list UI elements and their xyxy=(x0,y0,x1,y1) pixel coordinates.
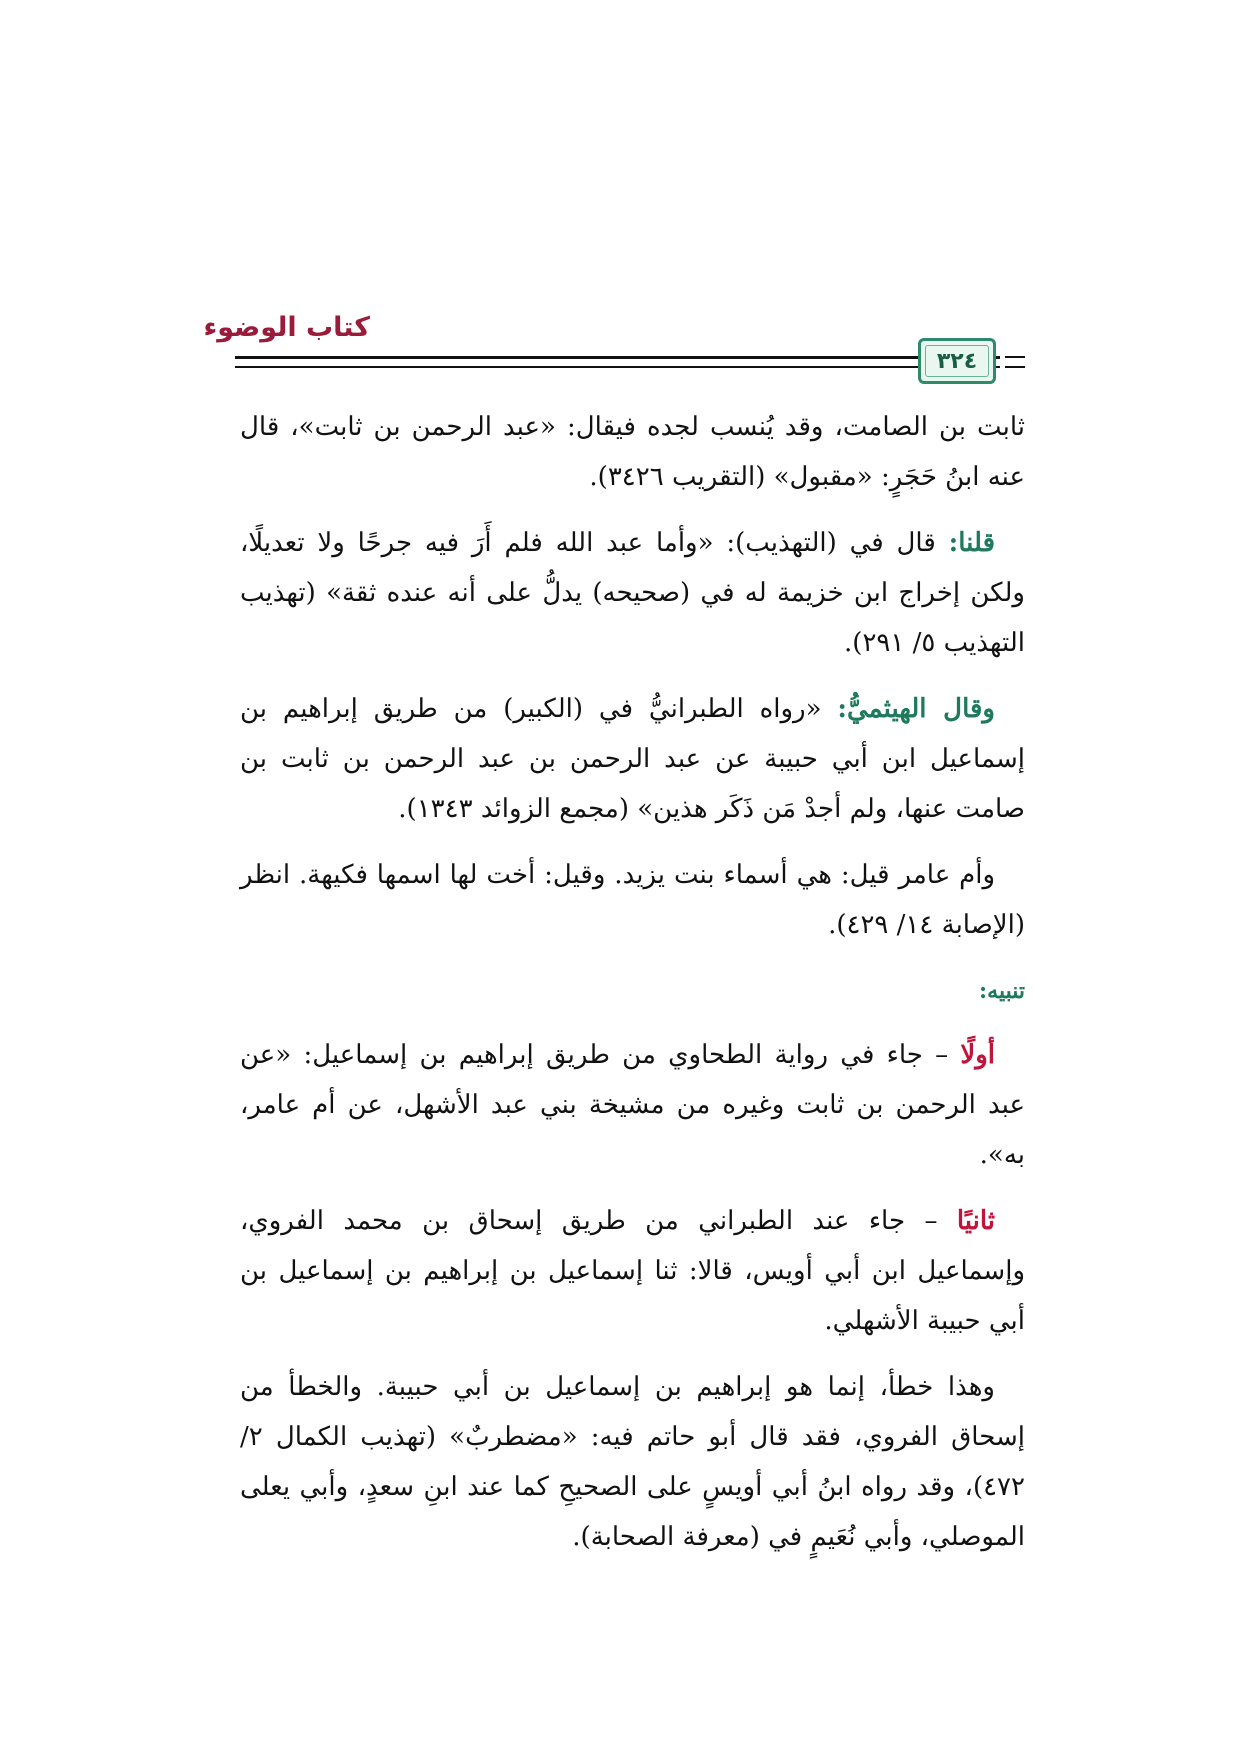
paragraph-3 xyxy=(240,684,1025,834)
first-label: أولًا xyxy=(960,1040,995,1070)
header-rule-left-top xyxy=(1005,356,1025,358)
second-label: ثانيًا xyxy=(956,1206,995,1236)
page-number-badge xyxy=(918,338,996,384)
paragraph-5 xyxy=(240,1030,1025,1180)
haythami-label: وقال الهيثميُّ: xyxy=(837,694,995,724)
paragraph-5-text: – جاء في رواية الطحاوي من طريق إبراهيم بن إسماعيل: «عن عبد الرحمن بن ثابت وغيره من مشيخة بني عبد الأشهل، عن أم عامر، به». xyxy=(240,1040,1025,1170)
page-number: ٣٢٤ xyxy=(936,348,978,374)
paragraph-2-text: قال في (التهذيب): «وأما عبد الله فلم أَرَ فيه جرحًا ولا تعديلًا، ولكن إخراج ابن خزيمة له في (صحيحه) يدلُّ على أنه عنده ثقة» (تهذيب التهذيب ٥/ ٢٩١). xyxy=(240,528,1025,658)
paragraph-3-text: «رواه الطبرانيُّ في (الكبير) من طريق إبراهيم بن إسماعيل ابن أبي حبيبة عن عبد الرحمن بن عبد الرحمن بن ثابت بن صامت عنها، ولم أجدْ مَن ذَكَر هذين» (مجمع الزوائد ١٣٤٣). xyxy=(240,694,1025,824)
qulna-label: قلنا: xyxy=(948,528,995,558)
header-rule-bottom xyxy=(235,366,1000,368)
paragraph-4: وأم عامر قيل: هي أسماء بنت يزيد. وقيل: أخت لها اسمها فكيهة. انظر (الإصابة ١٤/ ٤٢٩). xyxy=(240,860,1025,940)
notice-heading: تنبيه: xyxy=(979,978,1025,1004)
header-rule-left-bottom xyxy=(1005,366,1025,368)
paragraph-1: ثابت بن الصامت، وقد يُنسب لجده فيقال: «عبد الرحمن بن ثابت»، قال عنه ابنُ حَجَرٍ: «مقبول» (التقريب ٣٤٢٦). xyxy=(240,412,1025,492)
paragraph-6 xyxy=(240,1196,1025,1346)
book-title: كتاب الوضوء xyxy=(203,312,370,343)
header-rule-top xyxy=(235,356,1000,359)
paragraph-7: وهذا خطأ، إنما هو إبراهيم بن إسماعيل بن أبي حبيبة. والخطأ من إسحاق الفروي، فقد قال أبو حاتم فيه: «مضطربٌ» (تهذيب الكمال ٢/ ٤٧٢)، وقد رواه ابنُ أبي أويسٍ على الصحيحِ كما عند ابنِ سعدٍ، وأبي يعلى الموصلي، وأبي نُعَيمٍ في (معرفة الصحابة). xyxy=(240,1372,1025,1552)
paragraph-2 xyxy=(240,518,1025,668)
paragraph-6-text: – جاء عند الطبراني من طريق إسحاق بن محمد الفروي، وإسماعيل ابن أبي أويس، قالا: ثنا إسماعيل بن إبراهيم بن إسماعيل بن أبي حبيبة الأشهلي. xyxy=(240,1206,1025,1336)
body-text xyxy=(240,402,1025,1578)
